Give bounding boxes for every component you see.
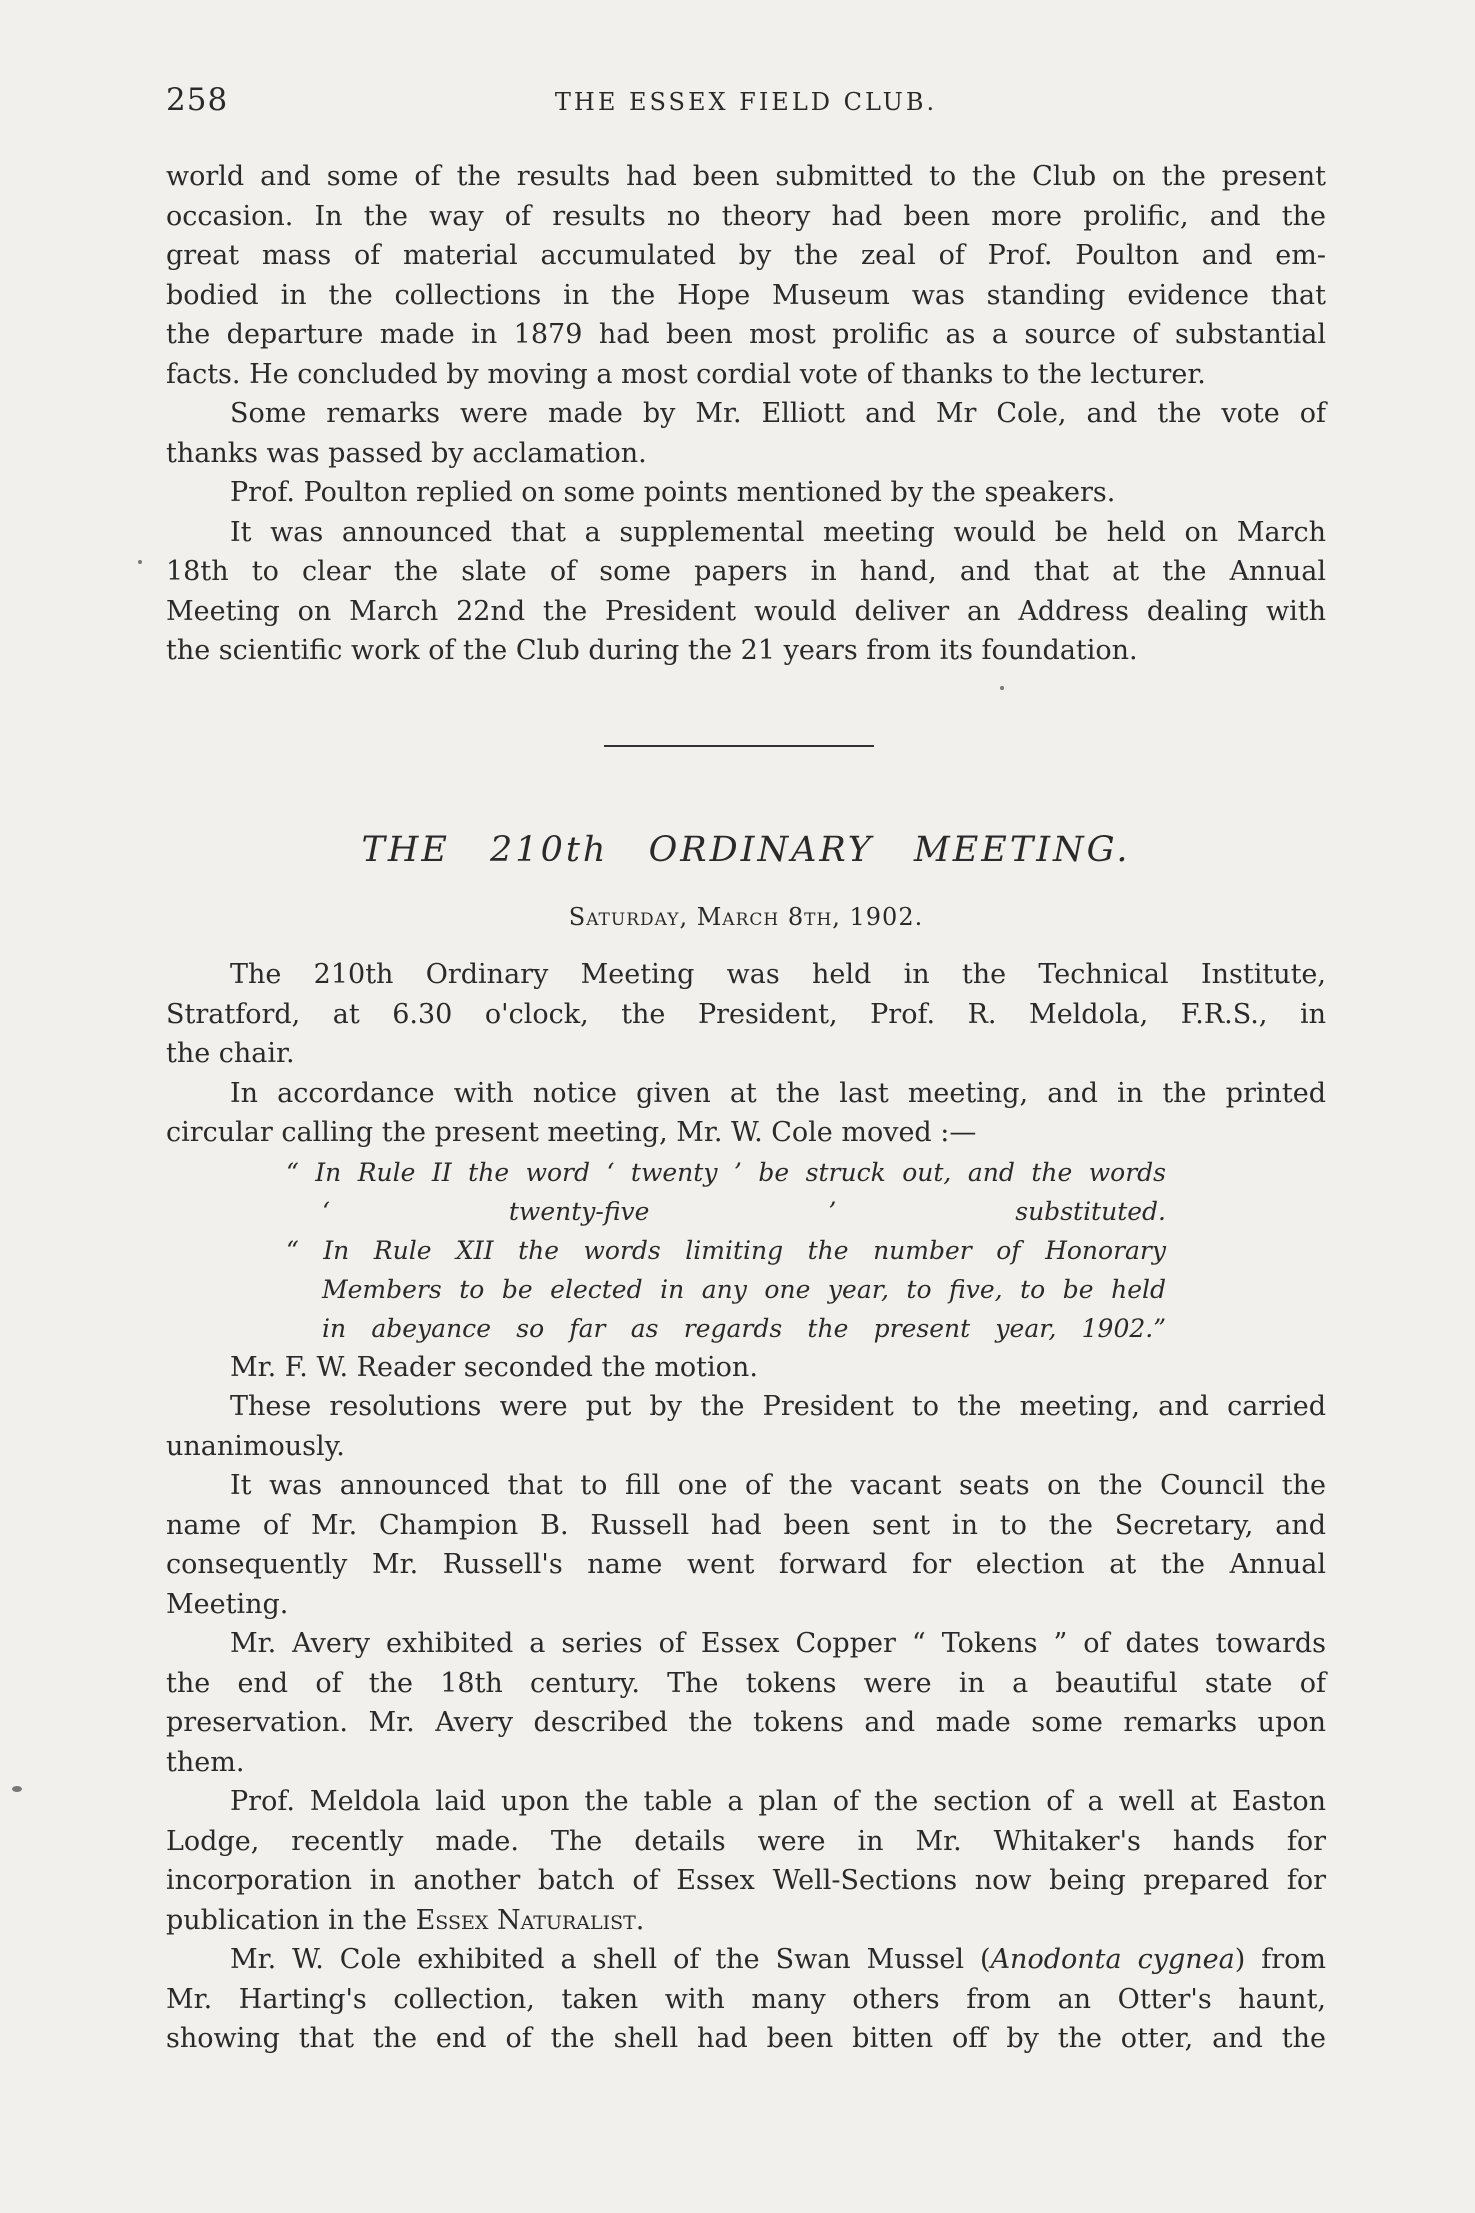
paragraph-remarks <box>166 394 1326 473</box>
text-line: Prof. Poulton replied on some points mentioned by the speakers. <box>230 477 1116 508</box>
paragraph-announcement <box>166 513 1326 671</box>
text-line: “ In Rule XII the words limiting the number of Honorary <box>286 1235 1166 1265</box>
text-line: world and some of the results had been submitted to the Club on the present <box>166 161 1326 192</box>
section-title: THE 210th ORDINARY MEETING. <box>361 830 1131 870</box>
text-line: These resolutions were put by the President to the meeting, and carried <box>230 1391 1326 1422</box>
page-number: 258 <box>166 82 229 118</box>
continued-text <box>166 157 1326 671</box>
text-line: Meeting. <box>166 1588 289 1620</box>
text-line: Mr. Harting's collection, taken with many others from an Otter's haunt, <box>166 1983 1326 2015</box>
text-line: The 210th Ordinary Meeting was held in the Technical Institute, <box>230 959 1326 990</box>
text-line: facts. He concluded by moving a most cordial vote of thanks to the lecturer. <box>166 358 1206 390</box>
text-line: incorporation in another batch of Essex Well-Sections now being prepared for <box>166 1865 1326 1896</box>
species-name: Anodonta cygnea <box>990 1944 1235 1975</box>
text-line: “ In Rule II the word ‘ twenty ’ be struck out, and the words <box>286 1157 1166 1187</box>
paragraph-seconded <box>166 1348 1326 1388</box>
text-line: circular calling the present meeting, Mr. W. Cole moved :— <box>166 1117 977 1148</box>
text-line: It was announced that to fill one of the vacant seats on the Council the <box>230 1470 1326 1501</box>
section-date: Saturday, March 8th, 1902. <box>568 903 924 931</box>
text-line: the end of the 18th century. The tokens were in a beautiful state of <box>166 1667 1326 1699</box>
text-line: the departure made in 1879 had been most prolific as a source of substantial <box>166 319 1326 350</box>
paragraph-resolutions <box>166 1387 1326 1466</box>
text-line: consequently Mr. Russell's name went forward for election at the Annual <box>166 1549 1326 1580</box>
section-divider <box>604 745 874 747</box>
meeting-text <box>166 955 1326 2059</box>
text-line: Mr. F. W. Reader seconded the motion. <box>230 1351 758 1383</box>
scan-speck <box>1000 686 1004 690</box>
text-line: It was announced that a supplemental meeting would be held on March <box>230 516 1326 548</box>
scan-speck <box>138 560 142 564</box>
text-line: unanimously. <box>166 1430 345 1462</box>
paragraph-results <box>166 157 1326 394</box>
text-line: in abeyance so far as regards the present year, 1902.” <box>322 1313 1166 1343</box>
paragraph-intro <box>166 955 1326 1074</box>
text-line: great mass of material accumulated by the zeal of Prof. Poulton and em- <box>166 240 1326 271</box>
text-line: occasion. In the way of results no theory had been more prolific, and the <box>166 200 1326 232</box>
paragraph-well-section <box>166 1782 1326 1940</box>
text-line <box>166 1940 1326 1980</box>
text-line: showing that the end of the shell had been bitten off by the otter, and the <box>166 2023 1326 2054</box>
paragraph-council <box>166 1466 1326 1624</box>
text-fragment: Mr. W. Cole exhibited a shell of the Swan Mussel ( <box>230 1944 991 1975</box>
text-line: the scientific work of the Club during the 21 years from its foundation. <box>166 635 1138 666</box>
text-line: Some remarks were made by Mr. Elliott and Mr Cole, and the vote of <box>230 398 1326 429</box>
text-line: Mr. Avery exhibited a series of Essex Copper “ Tokens ” of dates towards <box>230 1628 1326 1659</box>
journal-name: Essex Naturalist <box>415 1904 636 1936</box>
text-line: the chair. <box>166 1038 295 1069</box>
text-line: Meeting on March 22nd the President would deliver an Address dealing with <box>166 595 1326 627</box>
paragraph-swan-mussel <box>166 1940 1326 2059</box>
paragraph-reply <box>166 473 1326 513</box>
text-line: them. <box>166 1746 245 1778</box>
text-line: In accordance with notice given at the last meeting, and in the printed <box>230 1077 1326 1109</box>
text-line: Stratford, at 6.30 o'clock, the President, Prof. R. Meldola, F.R.S., in <box>166 998 1326 1030</box>
text-line: preservation. Mr. Avery described the tokens and made some remarks upon <box>166 1707 1326 1738</box>
text-line: thanks was passed by acclamation. <box>166 437 647 469</box>
text-line: 18th to clear the slate of some papers in hand, and that at the Annual <box>166 556 1326 587</box>
text-line: Members to be elected in any one year, to five, to be held <box>322 1274 1166 1304</box>
scan-speck <box>12 1786 22 1792</box>
text-line <box>166 1901 1326 1941</box>
text-fragment: publication in the <box>166 1904 416 1936</box>
text-line: ‘ twenty-five ’ substituted. <box>322 1196 1166 1226</box>
page-header <box>166 82 1326 122</box>
text-line: bodied in the collections in the Hope Museum was standing evidence that <box>166 279 1326 311</box>
text-fragment: . <box>635 1904 645 1936</box>
text-fragment: ) from <box>1234 1944 1326 1975</box>
paragraph-tokens <box>166 1624 1326 1782</box>
resolution-quote-2 <box>286 1231 1166 1348</box>
text-line: Lodge, recently made. The details were in Mr. Whitaker's hands for <box>166 1825 1326 1857</box>
running-title: THE ESSEX FIELD CLUB. <box>554 88 938 116</box>
text-line: name of Mr. Champion B. Russell had been sent in to the Secretary, and <box>166 1509 1326 1541</box>
resolution-quote-1 <box>286 1153 1166 1231</box>
text-line: Prof. Meldola laid upon the table a plan of the section of a well at Easton <box>230 1786 1326 1817</box>
paragraph-notice <box>166 1074 1326 1153</box>
